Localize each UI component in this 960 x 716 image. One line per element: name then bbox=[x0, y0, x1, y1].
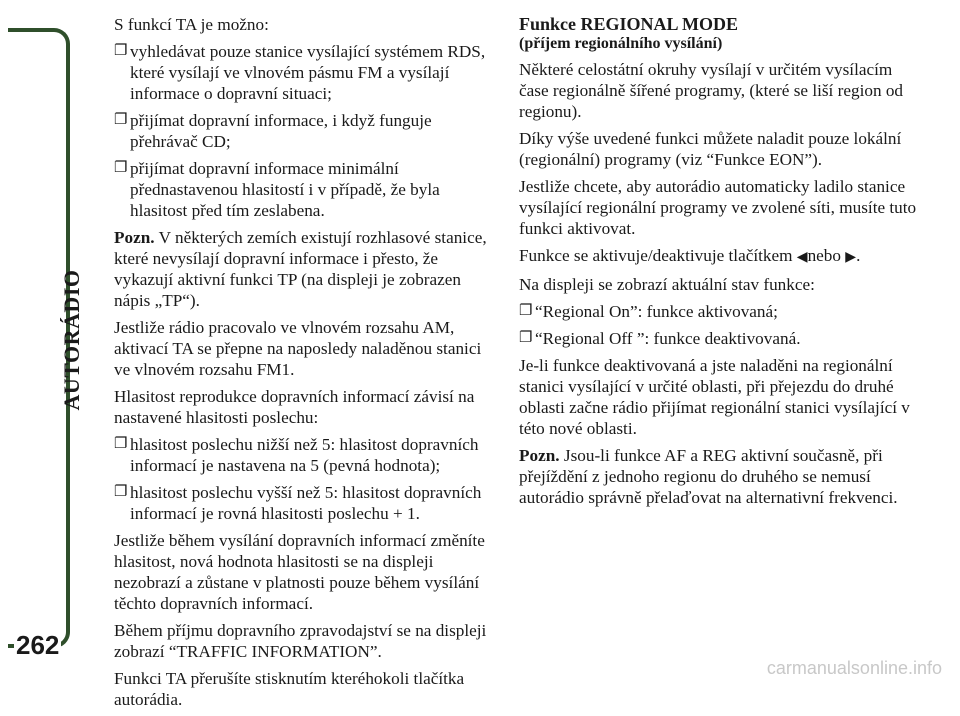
paragraph-text: . bbox=[856, 246, 861, 265]
list-item bbox=[114, 482, 498, 524]
list-item bbox=[114, 158, 498, 221]
list-item-text: přijímat dopravní informace, i když funguje přehrávač CD; bbox=[130, 111, 432, 151]
list-item-text: přijímat dopravní informace minimální přednastavenou hlasitostí i v případě, že byla hlasitost před tím zeslabena. bbox=[130, 159, 440, 220]
paragraph: Je-li funkce deaktivovaná a jste naladěni na regionální stanici vysílající v určité oblasti, při přejezdu do druhé oblasti začne rádio přijímat regionální stanici vysílající v této nové oblasti. bbox=[519, 356, 910, 438]
note-paragraph bbox=[114, 227, 498, 311]
paragraph: Během příjmu dopravního zpravodajství se na displeji zobrazí “TRAFFIC INFORMATION”. bbox=[114, 621, 487, 661]
checkbox-bullet-icon: ❐ bbox=[114, 43, 128, 59]
paragraph: Díky výše uvedené funkci můžete naladit pouze lokální (regionální) programy (viz “Funkce EON”). bbox=[519, 129, 902, 169]
paragraph: Jestliže během vysílání dopravních informací změníte hlasitost, nová hodnota hlasitosti se na displeji nezobrazí a zůstane v platnosti pouze během vysílání těchto dopravních informací. bbox=[114, 531, 485, 613]
note-paragraph bbox=[519, 445, 919, 508]
checkbox-bullet-icon: ❐ bbox=[114, 436, 128, 452]
list-item-text: hlasitost poslechu vyšší než 5: hlasitost dopravních informací je rovná hlasitosti poslechu + 1. bbox=[130, 483, 482, 523]
left-arrow-button-icon: ◀ bbox=[796, 250, 808, 265]
section-label: AUTORÁDIO bbox=[59, 269, 84, 411]
paragraph: Jestliže chcete, aby autorádio automaticky ladilo stanice vysílající regionální programy ve zvolené síti, musíte tuto funkci aktivovat. bbox=[519, 177, 917, 238]
paragraph: Na displeji se zobrazí aktuální stav funkce: bbox=[519, 275, 815, 294]
list-item-text: “Regional On”: funkce aktivovaná; bbox=[535, 302, 778, 321]
sidebar bbox=[0, 0, 84, 686]
note-text: Jsou-li funkce AF a REG aktivní současně, při přejíždění z jednoho regionu do druhého se nemusí autorádio správně přelaďovat na alternativní frekvenci. bbox=[519, 446, 898, 507]
note-text: V některých zemích existují rozhlasové stanice, které nevysílají dopravní informace i přesto, že vykazují aktivní funkci TP (na displeji je zobrazen nápis „TP“). bbox=[114, 228, 487, 310]
checkbox-bullet-icon: ❐ bbox=[114, 112, 128, 128]
list-item bbox=[519, 328, 919, 349]
list-item bbox=[114, 110, 498, 152]
right-column bbox=[519, 14, 919, 514]
paragraph: Funkci TA přerušíte stisknutím kteréhokoli tlačítka autorádia. bbox=[114, 669, 465, 709]
paragraph-text: nebo bbox=[807, 246, 841, 265]
list-item-text: vyhledávat pouze stanice vysílající systémem RDS, které vysílají ve vlnovém pásmu FM a vysílají informace o dopravní situaci; bbox=[130, 42, 486, 103]
checkbox-bullet-icon: ❐ bbox=[519, 303, 533, 319]
page-number: 262 bbox=[16, 630, 60, 660]
list-item-text: hlasitost poslechu nižší než 5: hlasitost dopravních informací je nastavena na 5 (pevná hodnota); bbox=[130, 435, 479, 475]
paragraph-buttons bbox=[519, 245, 919, 268]
note-label: Pozn. bbox=[519, 446, 560, 465]
intro-text: S funkcí TA je možno: bbox=[114, 15, 269, 34]
checkbox-bullet-icon: ❐ bbox=[114, 160, 128, 176]
paragraph: Jestliže rádio pracovalo ve vlnovém rozsahu AM, aktivací TA se přepne na naposledy naladěnou stanici ve vlnovém rozsahu FM1. bbox=[114, 318, 482, 379]
checkbox-bullet-icon: ❐ bbox=[519, 330, 533, 346]
left-column bbox=[114, 14, 498, 716]
right-arrow-button-icon: ▶ bbox=[845, 250, 857, 265]
checkbox-bullet-icon: ❐ bbox=[114, 484, 128, 500]
watermark: carmanualsonline.info bbox=[766, 658, 942, 678]
section-title: Funkce REGIONAL MODE bbox=[519, 14, 739, 34]
paragraph-text: Funkce se aktivuje/deaktivuje tlačítkem bbox=[519, 246, 793, 265]
paragraph: Některé celostátní okruhy vysílají v určitém vysílacím čase regionálně šířené programy, (které se liší region od regionu). bbox=[519, 60, 904, 121]
list-item bbox=[519, 301, 919, 322]
list-item-text: “Regional Off ”: funkce deaktivovaná. bbox=[535, 329, 801, 348]
note-label: Pozn. bbox=[114, 228, 155, 247]
list-item bbox=[114, 434, 498, 476]
paragraph: Hlasitost reprodukce dopravních informací závisí na nastavené hlasitosti poslechu: bbox=[114, 387, 475, 427]
list-item bbox=[114, 41, 498, 104]
section-subtitle: (příjem regionálního vysílání) bbox=[519, 35, 723, 52]
